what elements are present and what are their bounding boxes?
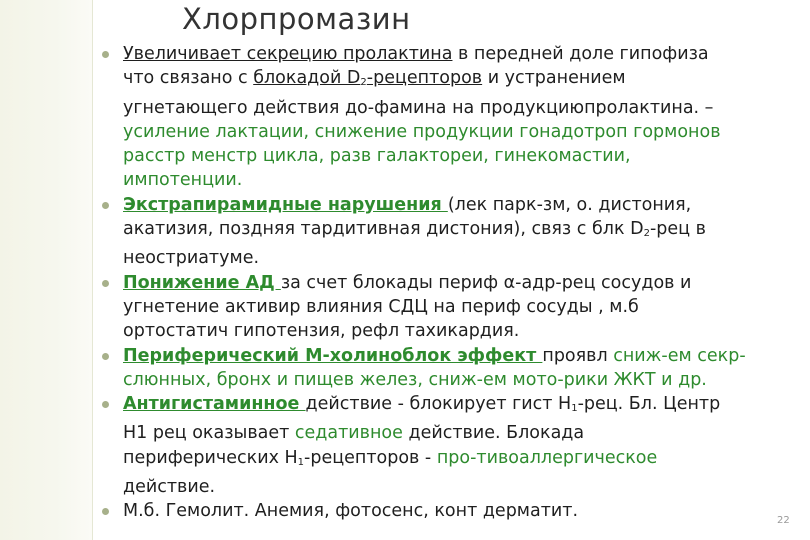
bullet-hypotension <box>100 271 810 344</box>
bullet-line <box>123 446 810 475</box>
bullet-line <box>123 421 810 445</box>
bullet-line: импотенции. <box>123 170 243 191</box>
subscript: 1 <box>297 456 305 468</box>
bullet-antihistamine <box>100 392 810 499</box>
extrapyramidal-heading: Экстрапирамидные нарушения <box>123 194 448 215</box>
text-span: -рецепторов <box>366 68 483 89</box>
bullet-line <box>123 217 810 246</box>
bullet-line: слюнных, бронх и пищев желез, сниж-ем мото-рики ЖКТ и др. <box>123 369 707 390</box>
d2-blockade-text <box>253 68 482 88</box>
bullet-dot-icon <box>102 401 109 408</box>
bullet-line: угнетение активир влияния СДЦ на периф сосуды , м.б <box>123 296 639 317</box>
hypotension-heading: Понижение АД <box>123 272 281 293</box>
bullet-line: усиление лактации, снижение продукции гонадотроп гормонов <box>123 121 721 142</box>
subscript: 2 <box>360 77 367 89</box>
bullet-dot-icon <box>102 202 109 209</box>
text-span: акатизия, поздняя тардитивная дистония), связ с блк D <box>123 219 644 240</box>
bullet-dot-icon <box>102 280 109 287</box>
bullet-line: ортостатич гипотензия, рефл тахикардия. <box>123 321 520 342</box>
text-span: -рец. Бл. Центр <box>577 394 721 415</box>
text-span: (лек парк-зм, о. дистония, <box>447 194 692 215</box>
bullet-dot-icon <box>102 508 109 515</box>
text-span: действие - блокирует гист Н <box>305 394 572 415</box>
text-span: -рец в <box>649 219 706 240</box>
bullet-line <box>123 392 810 421</box>
antihistamine-heading: Антигистаминное <box>123 394 306 415</box>
text-span: периферических Н <box>123 447 298 468</box>
text-span: в передней доле гипофиза <box>452 44 709 64</box>
bullet-list <box>100 42 810 524</box>
text-span: что связано с <box>123 68 254 89</box>
bullet-line <box>123 193 810 217</box>
bullet-line <box>123 66 810 95</box>
anticholinergic-heading: Периферический М-холиноблок эффект <box>123 345 543 366</box>
subscript: 2 <box>643 228 650 240</box>
subscript: 1 <box>571 403 578 415</box>
bullet-line: расстр менстр цикла, разв галактореи, гинекомастии, <box>123 146 631 167</box>
text-span: блокадой D <box>253 68 361 89</box>
text-span: -рецепторов - <box>304 447 437 468</box>
text-span: за счет блокады периф α-адр-рец сосудов и <box>280 272 692 293</box>
bullet-line: неостриатуме. <box>123 248 260 269</box>
text-span: сниж-ем секр- <box>613 345 746 366</box>
bullet-side-effects <box>100 499 810 523</box>
text-span: проявл <box>542 345 614 366</box>
bullet-extrapyramidal <box>100 193 810 271</box>
left-divider-line <box>92 0 93 540</box>
sedative-text: седативное <box>294 423 403 444</box>
bullet-line: действие. <box>123 477 216 498</box>
bullet-line <box>123 42 810 66</box>
bullet-line <box>123 271 810 295</box>
text-span: действие. Блокада <box>402 423 585 444</box>
bullet-line <box>123 344 810 368</box>
bullet-dot-icon <box>102 353 109 360</box>
page-number: 22 <box>777 515 790 526</box>
prolactin-heading: Увеличивает секрецию пролактина <box>123 44 453 64</box>
text-span: Н1 рец оказывает <box>123 423 295 444</box>
slide-title: Хлорпромазин <box>182 2 411 36</box>
bullet-anticholinergic <box>100 344 810 393</box>
bullet-line: М.б. Гемолит. Анемия, фотосенс, конт дерматит. <box>123 501 579 522</box>
left-decorative-band <box>0 0 92 540</box>
bullet-prolactin <box>100 42 810 193</box>
antiallergic-text: про-тивоаллергическое <box>436 447 658 468</box>
bullet-line: угнетающего действия до-фамина на продукциюпролактина. – <box>123 97 714 118</box>
bullet-dot-icon <box>102 51 109 58</box>
text-span: и устранением <box>482 68 626 89</box>
